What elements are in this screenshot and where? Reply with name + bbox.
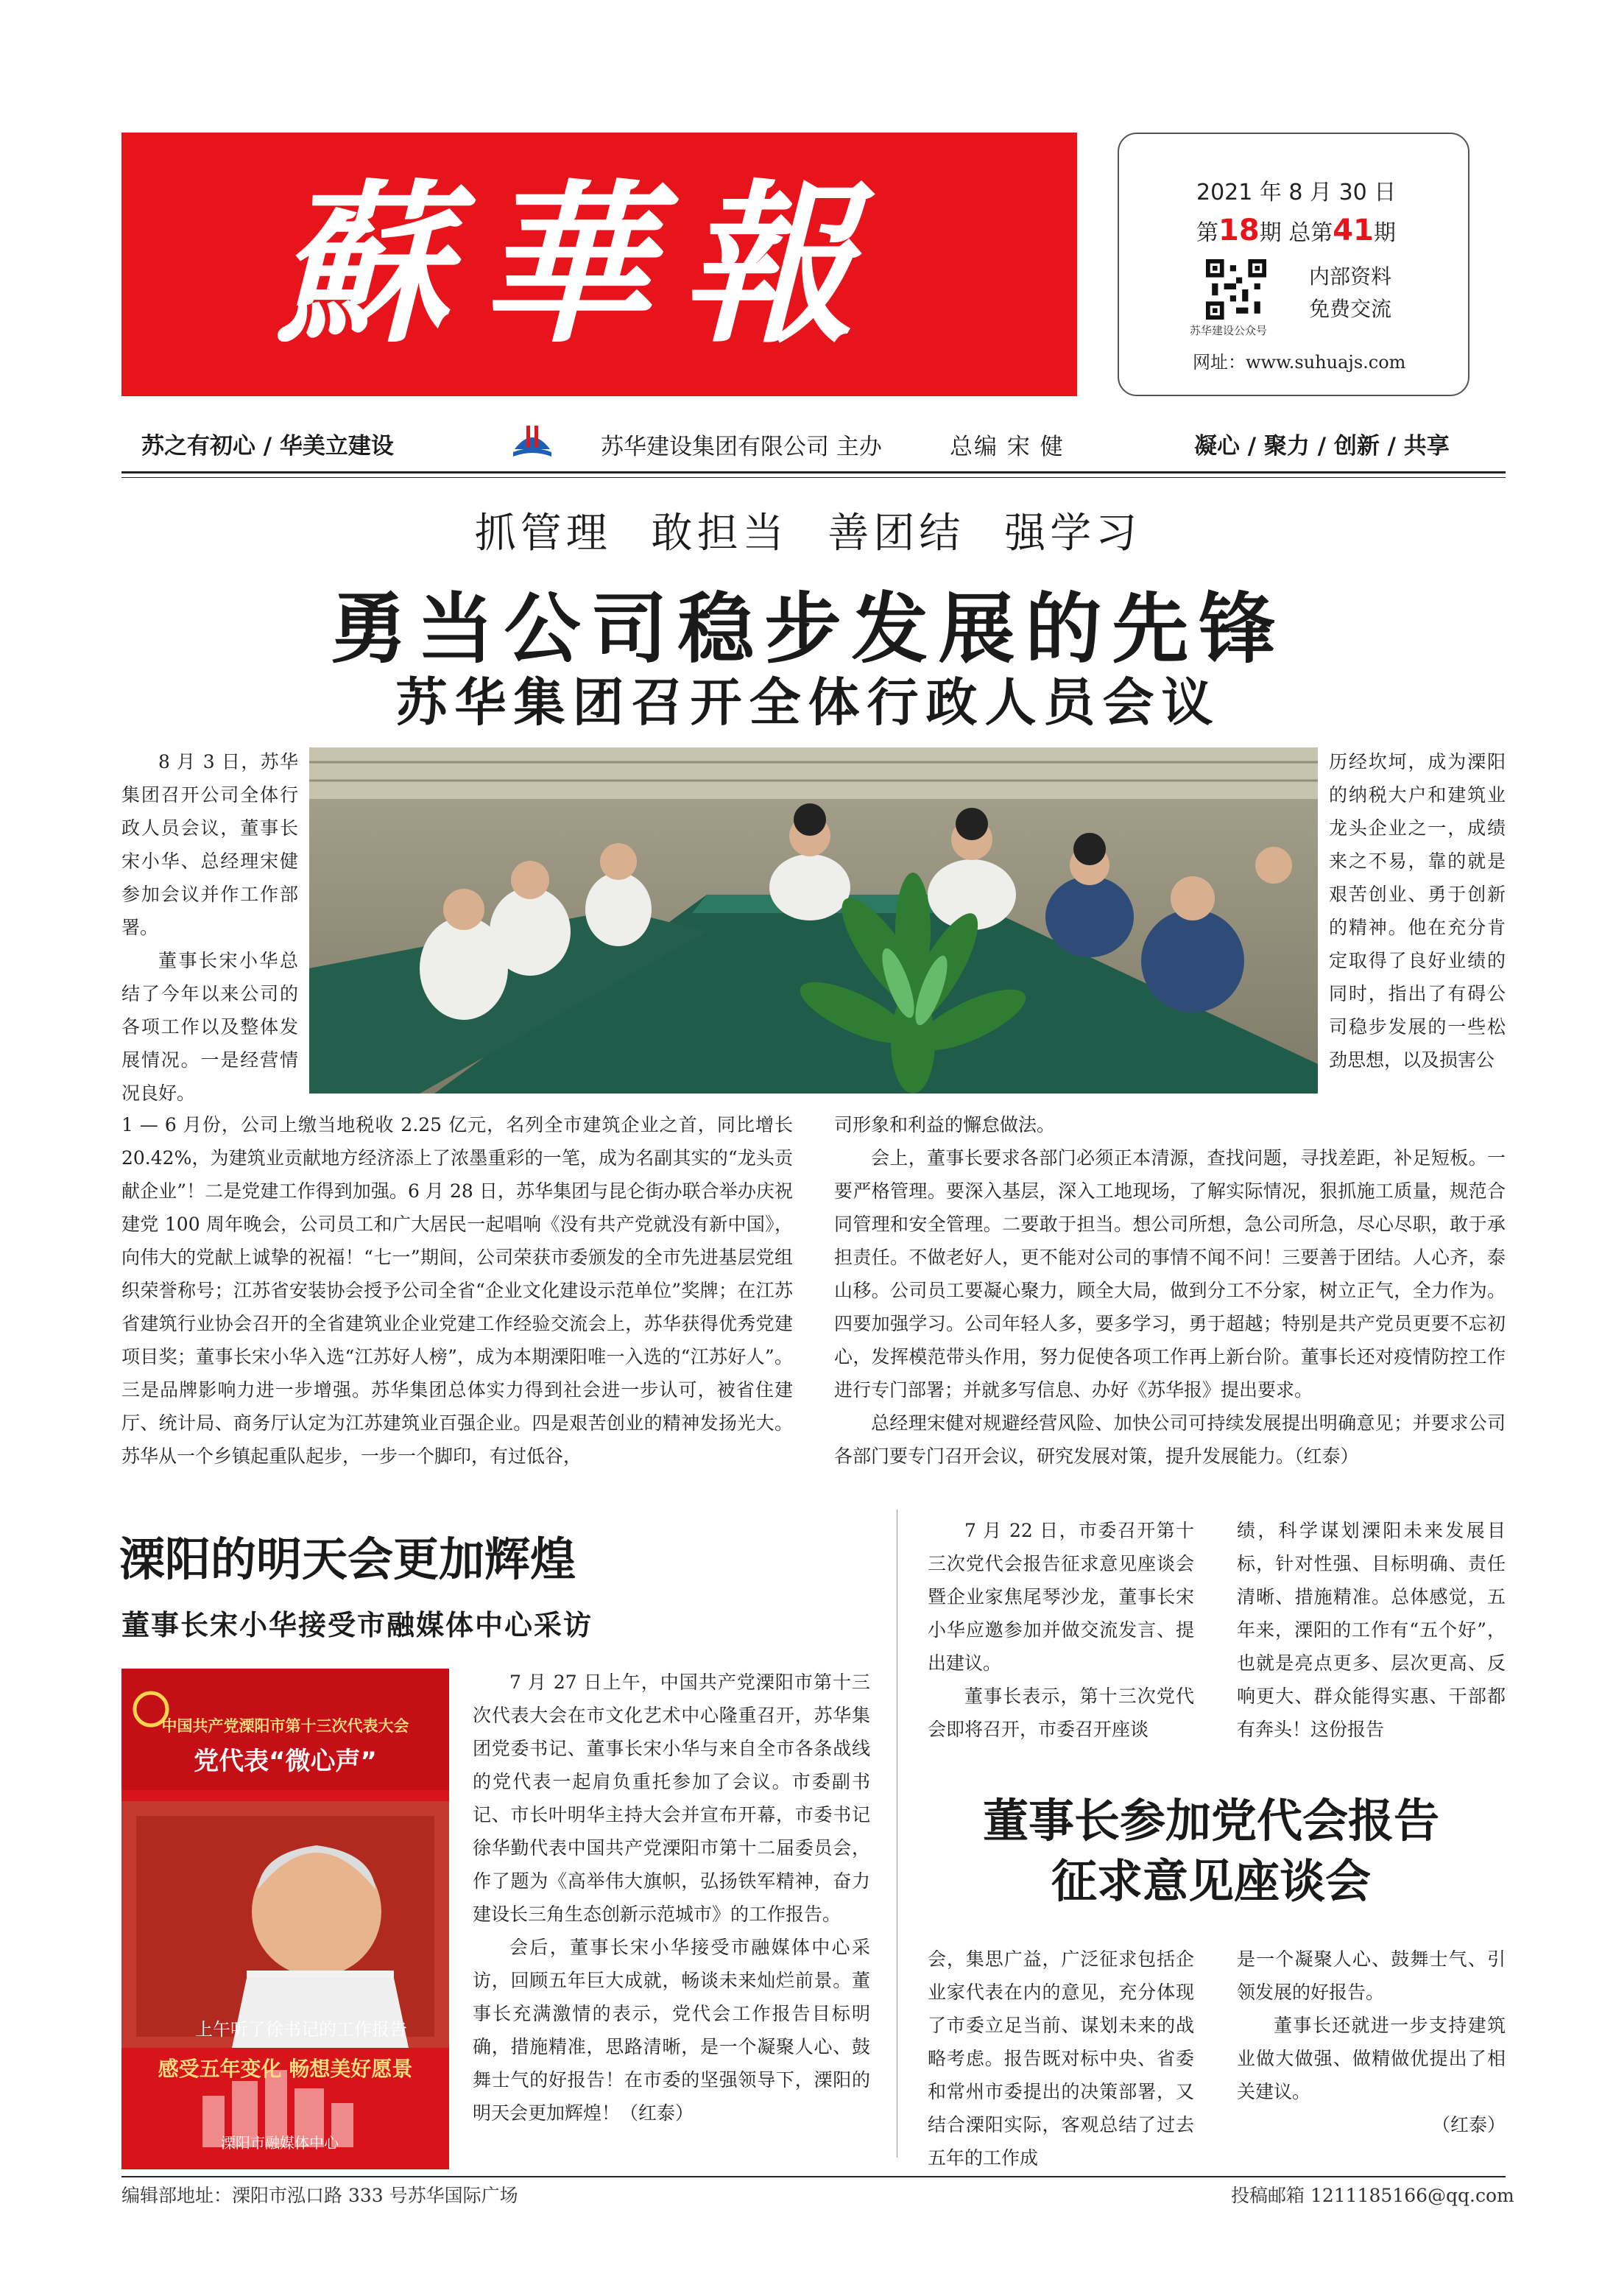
divider xyxy=(121,477,1506,478)
internal-line-2: 免费交流 xyxy=(1309,297,1392,321)
issue-info-box xyxy=(1118,133,1469,396)
paragraph: 历经坎坷，成为溧阳的纳税大户和建筑业龙头企业之一，成绩来之不易，靠的就是艰苦创业、勇于创新的精神。他在充分肯定取得了良好业绩的同时，指出了有碍公司稳步发展的一些松劲思想，以及损害公 xyxy=(1329,751,1506,1071)
issue-mid: 期 总第 xyxy=(1259,220,1333,246)
lead-column-bottom-right xyxy=(834,1108,1506,1473)
story3-column-3 xyxy=(928,1943,1194,2174)
qr-code-icon xyxy=(1206,259,1266,320)
sponsor-line: 苏华建设集团有限公司 主办 xyxy=(601,434,882,460)
paragraph: 司形象和利益的懈怠做法。 xyxy=(834,1114,1056,1135)
paragraph: 董事长宋小华总结了今年以来公司的各项工作以及整体发展情况。一是经营情况良好。 xyxy=(121,950,298,1104)
editorial-address: 编辑部地址：溧阳市泓口路 333 号苏华国际广场 xyxy=(121,2185,518,2206)
total-no: 41 xyxy=(1333,214,1374,247)
paragraph: 绩，科学谋划溧阳未来发展目标，针对性强、目标明确、责任清晰、措施精准。总体感觉，五年来，溧阳的工作有“五个好”，也就是亮点更多、层次更高、反响更大、群众能得实惠、干部都有奔头！这份报告 xyxy=(1237,1520,1506,1740)
story2-body xyxy=(473,1666,870,2130)
story3-column-4 xyxy=(1237,1943,1506,2141)
paragraph: 会，集思广益，广泛征求包括企业家代表在内的意见，充分体现了市委立足当前、谋划未来的战略考虑。报告既对标中央、省委和常州市委提出的决策部署，又结合溧阳实际，客观总结了过去五年的工作成 xyxy=(928,1948,1194,2169)
internal-note xyxy=(1309,261,1391,325)
company-logo-icon xyxy=(512,420,553,459)
paragraph: 董事长表示，第十三次党代会即将召开，市委召开座谈 xyxy=(928,1686,1194,1740)
paragraph: 会上，董事长要求各部门必须正本清源，查找问题，寻找差距，补足短板。一要严格管理。要深入基层，深入工地现场，了解实际情况，狠抓施工质量，规范合同管理和安全管理。二要敢于担当。想公司所想，急公司所急，尽心尽职，敢于承担责任。不做老好人，更不能对公司的事情不闻不问！三要善于团结。人心齐，泰山移。公司员工要凝心聚力，顾全大局，做到分工不分家，树立正气，全力作为。四要加强学习。公司年轻人多，要多学习，勇于超越；特别是共产党员更要不忘初心，发挥模范带头作用，努力促使各项工作再上新台阶。董事长还对疫情防控工作进行专门部署；并就多写信息、办好《苏华报》提出要求。 xyxy=(834,1147,1506,1401)
paragraph: 8 月 3 日，苏华集团召开公司全体行政人员会议，董事长宋小华、总经理宋健参加会议并作工作部署。 xyxy=(121,751,298,938)
lead-kicker: 抓管理 敢担当 善团结 强学习 xyxy=(474,510,1142,557)
poster-line-2: 党代表“微心声” xyxy=(194,1747,377,1776)
poster-caption: 上午听了徐书记的工作报告 xyxy=(195,2019,407,2040)
paragraph: 7 月 27 日上午，中国共产党溧阳市第十三次代表大会在市文化艺术中心隆重召开，苏华集团党委书记、董事长宋小华与来自全市各条战线的党代表一起肩负重托参加了会议。市委副书记、市长叶明华主持大会并宣布开幕，市委书记徐华勤代表中国共产党溧阳市第十二届委员会，作了题为《高举伟大旗帜，弘扬铁军精神，奋力建设长三角生态创新示范城市》的工作报告。 xyxy=(473,1672,870,1925)
issue-suffix: 期 xyxy=(1373,220,1396,246)
masthead-banner xyxy=(121,133,1077,396)
paragraph: 7 月 22 日，市委召开第十三次党代会报告征求意见座谈会暨企业家焦尾琴沙龙，董事长宋小华应邀参加并做交流发言、提出建议。 xyxy=(928,1520,1194,1674)
editor-line: 总编 宋 健 xyxy=(950,434,1065,460)
issue-date: 2021 年 8 月 30 日 xyxy=(1196,180,1397,205)
paragraph: 是一个凝聚人心、鼓舞士气、引领发展的好报告。 xyxy=(1237,1948,1506,2003)
story2-subtitle: 董事长宋小华接受市融媒体中心采访 xyxy=(121,1608,593,1641)
lead-subhead: 苏华集团召开全体行政人员会议 xyxy=(395,672,1221,733)
lead-column-bottom-left xyxy=(121,1108,793,1473)
poster-line-1: 中国共产党溧阳市第十三次代表大会 xyxy=(161,1717,409,1735)
paragraph: 总经理宋健对规避经营风险、加快公司可持续发展提出明确意见；并要求公司各部门要专门召开会议，研究发展对策，提升发展能力。（红泰） xyxy=(834,1412,1506,1467)
slogan-right: 凝心 / 聚力 / 创新 / 共享 xyxy=(1194,433,1450,459)
story3-title xyxy=(917,1791,1506,1912)
issue-number xyxy=(1196,214,1396,247)
submission-email: 投稿邮箱 1211185166@qq.com xyxy=(1231,2185,1514,2206)
paragraph: 董事长还就进一步支持建筑业做大做强、做精做优提出了相关建议。 xyxy=(1237,2015,1506,2102)
poster-slogan: 感受五年变化 畅想美好愿景 xyxy=(158,2057,413,2081)
divider xyxy=(121,471,1506,473)
slogan-left: 苏之有初心 / 华美立建设 xyxy=(141,433,394,459)
paragraph: 会后，董事长宋小华接受市融媒体中心采访，回顾五年巨大成就，畅谈未来灿烂前景。董事长充满激情的表示，党代会工作报告目标明确，措施精准，思路清晰，是一个凝聚人心、鼓舞士气的好报告！在市委的坚强领导下，溧阳的明天会更加辉煌！（红泰） xyxy=(473,1937,870,2124)
poster-brand: 溧阳市融媒体中心 xyxy=(221,2134,339,2152)
qr-caption: 苏华建设公众号 xyxy=(1190,324,1268,337)
story3-title-line-2: 征求意见座谈会 xyxy=(1051,1854,1371,1908)
lead-column-1 xyxy=(121,745,298,1110)
meeting-photo xyxy=(309,747,1318,1094)
lead-headline: 勇当公司稳步发展的先锋 xyxy=(330,583,1286,674)
story3-column-2 xyxy=(1237,1514,1506,1746)
issue-no: 18 xyxy=(1218,214,1260,247)
newspaper-title: 蘇華報 xyxy=(276,163,883,367)
story2-title: 溧阳的明天会更加辉煌 xyxy=(119,1532,576,1586)
byline: （红泰） xyxy=(1431,2114,1506,2135)
issue-prefix: 第 xyxy=(1196,220,1218,246)
story3-column-1 xyxy=(928,1514,1194,1746)
interview-poster xyxy=(121,1669,449,2169)
story3-title-line-1: 董事长参加党代会报告 xyxy=(982,1794,1439,1848)
internal-line-1: 内部资料 xyxy=(1309,264,1392,289)
divider xyxy=(121,2176,1506,2177)
paragraph: 1 — 6 月份，公司上缴当地税收 2.25 亿元，名列全市建筑企业之首，同比增长 20.42%，为建筑业贡献地方经济添上了浓墨重彩的一笔，成为名副其实的“龙头贡献企业”！二是党建工作得到加强。6 月 28 日，苏华集团与昆仑街办联合举办庆祝建党 100 周年晚会，公司员工和广大居民一起唱响《没有共产党就没有新中国》，向伟大的党献上诚挚的祝福！“七一”期间，公司荣获市委颁发的全市先进基层党组织荣誉称号；江苏省安装协会授予公司全省“企业文化建设示范单位”奖牌；在江苏省建筑行业协会召开的全省建筑业企业党建工作经验交流会上，苏华获得优秀党建项目奖；董事长宋小华入选“江苏好人榜”，成为本期溧阳唯一入选的“江苏好人”。三是品牌影响力进一步增强。苏华集团总体实力得到社会进一步认可，被省住建厅、统计局、商务厅认定为江苏建筑业百强企业。四是艰苦创业的精神发扬光大。苏华从一个乡镇起重队起步，一步一个脚印，有过低谷， xyxy=(121,1114,793,1467)
lead-column-3 xyxy=(1329,745,1506,1077)
website-url: 网址：www.suhuajs.com xyxy=(1193,352,1406,373)
